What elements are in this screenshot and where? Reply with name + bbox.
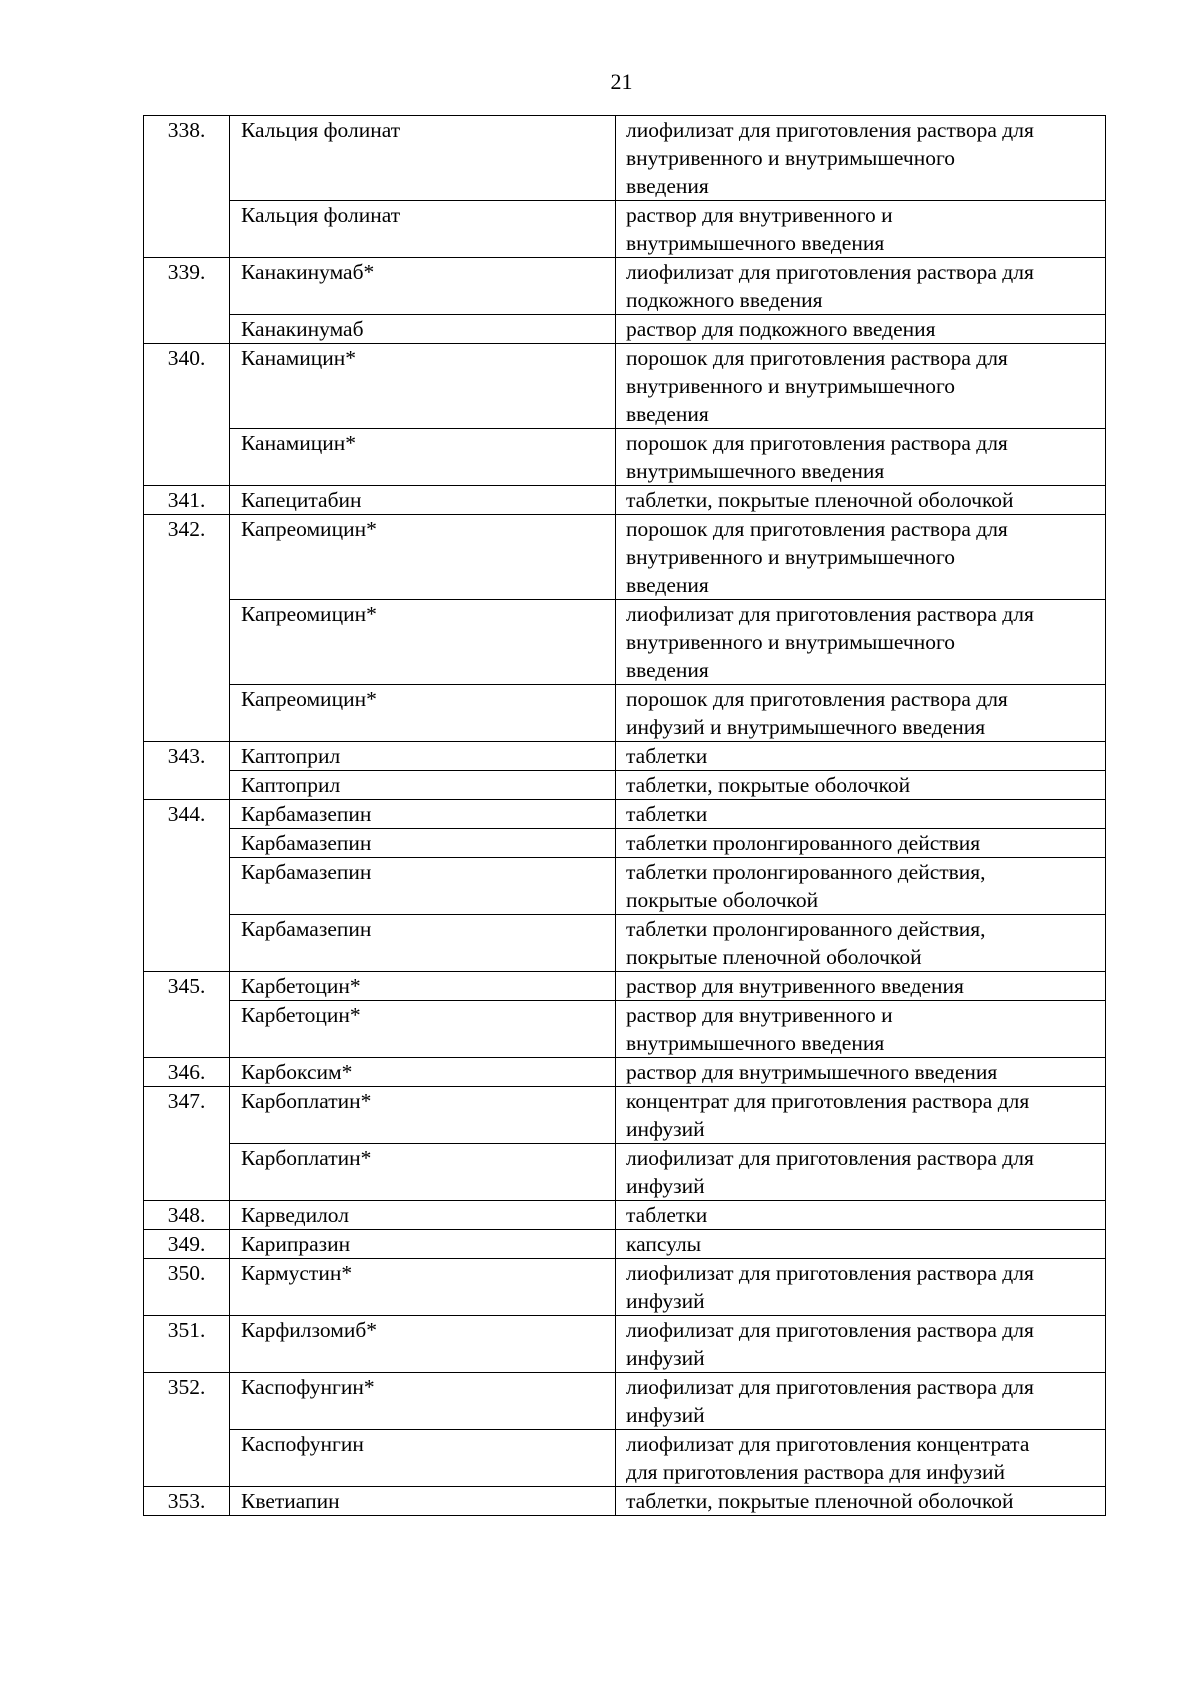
drug-name: Карбетоцин* <box>230 1001 616 1058</box>
table-row <box>144 1001 1106 1058</box>
drug-table <box>143 115 1106 1516</box>
dosage-form <box>616 915 1106 972</box>
dosage-form-line: лиофилизат для приготовления раствора для <box>626 1261 1034 1285</box>
dosage-form-line: раствор для подкожного введения <box>626 317 936 341</box>
table-row <box>144 1430 1106 1487</box>
drug-name: Карбамазепин <box>230 800 616 829</box>
dosage-form-line: раствор для внутривенного и <box>626 1003 893 1027</box>
table-row <box>144 1487 1106 1516</box>
dosage-form-line: лиофилизат для приготовления раствора для <box>626 1375 1034 1399</box>
dosage-form-line: раствор для внутримышечного введения <box>626 1060 998 1084</box>
dosage-form-line: введения <box>626 573 709 597</box>
drug-name: Капецитабин <box>230 486 616 515</box>
dosage-form-line: внутривенного и внутримышечного <box>626 630 955 654</box>
table-row <box>144 1058 1106 1087</box>
dosage-form-line: внутривенного и внутримышечного <box>626 545 955 569</box>
row-number: 343. <box>144 742 230 800</box>
dosage-form-line: таблетки пролонгированного действия <box>626 831 981 855</box>
dosage-form-line: лиофилизат для приготовления раствора для <box>626 260 1034 284</box>
drug-name: Капреомицин* <box>230 600 616 685</box>
dosage-form-line: внутримышечного введения <box>626 231 885 255</box>
dosage-form <box>616 1087 1106 1144</box>
drug-name: Карбоплатин* <box>230 1087 616 1144</box>
table-row <box>144 1316 1106 1373</box>
dosage-form-line: инфузий <box>626 1403 705 1427</box>
dosage-form <box>616 742 1106 771</box>
dosage-form <box>616 1430 1106 1487</box>
dosage-form <box>616 1144 1106 1201</box>
dosage-form <box>616 486 1106 515</box>
dosage-form <box>616 258 1106 315</box>
table-row <box>144 685 1106 742</box>
row-number: 340. <box>144 344 230 486</box>
table-row <box>144 201 1106 258</box>
dosage-form <box>616 972 1106 1001</box>
table-row <box>144 116 1106 201</box>
drug-name: Карипразин <box>230 1230 616 1259</box>
dosage-form-line: для приготовления раствора для инфузий <box>626 1460 1005 1484</box>
table-row <box>144 515 1106 600</box>
table-row <box>144 1201 1106 1230</box>
row-number: 353. <box>144 1487 230 1516</box>
dosage-form-line: порошок для приготовления раствора для <box>626 346 1008 370</box>
drug-name: Канамицин* <box>230 429 616 486</box>
drug-name: Карфилзомиб* <box>230 1316 616 1373</box>
table-row <box>144 600 1106 685</box>
drug-name: Карбоплатин* <box>230 1144 616 1201</box>
dosage-form-line: раствор для внутривенного и <box>626 203 893 227</box>
table-row <box>144 972 1106 1001</box>
table-row <box>144 344 1106 429</box>
dosage-form-line: инфузий и внутримышечного введения <box>626 715 986 739</box>
dosage-form <box>616 771 1106 800</box>
drug-name: Каспофунгин* <box>230 1373 616 1430</box>
dosage-form-line: таблетки, покрытые пленочной оболочкой <box>626 1489 1014 1513</box>
drug-name: Кальция фолинат <box>230 116 616 201</box>
table-row <box>144 1259 1106 1316</box>
dosage-form <box>616 685 1106 742</box>
row-number: 341. <box>144 486 230 515</box>
dosage-form-line: инфузий <box>626 1289 705 1313</box>
dosage-form <box>616 800 1106 829</box>
drug-name: Карбамазепин <box>230 829 616 858</box>
row-number: 350. <box>144 1259 230 1316</box>
drug-name: Канакинумаб* <box>230 258 616 315</box>
dosage-form-line: лиофилизат для приготовления раствора для <box>626 1318 1034 1342</box>
dosage-form-line: таблетки <box>626 1203 708 1227</box>
drug-name: Каптоприл <box>230 771 616 800</box>
dosage-form-line: лиофилизат для приготовления раствора для <box>626 602 1034 626</box>
dosage-form <box>616 1316 1106 1373</box>
drug-table-body <box>144 116 1106 1516</box>
dosage-form-line: таблетки, покрытые пленочной оболочкой <box>626 488 1014 512</box>
dosage-form-line: инфузий <box>626 1117 705 1141</box>
drug-name: Капреомицин* <box>230 685 616 742</box>
table-row <box>144 1087 1106 1144</box>
row-number: 352. <box>144 1373 230 1487</box>
row-number: 348. <box>144 1201 230 1230</box>
drug-name: Канамицин* <box>230 344 616 429</box>
row-number: 345. <box>144 972 230 1058</box>
drug-name: Карбамазепин <box>230 915 616 972</box>
table-row <box>144 742 1106 771</box>
row-number: 351. <box>144 1316 230 1373</box>
dosage-form-line: введения <box>626 174 709 198</box>
dosage-form-line: подкожного введения <box>626 288 823 312</box>
dosage-form-line: введения <box>626 402 709 426</box>
dosage-form <box>616 1230 1106 1259</box>
dosage-form-line: таблетки <box>626 802 708 826</box>
table-row <box>144 829 1106 858</box>
dosage-form <box>616 829 1106 858</box>
dosage-form-line: покрытые пленочной оболочкой <box>626 945 922 969</box>
dosage-form <box>616 1058 1106 1087</box>
dosage-form-line: инфузий <box>626 1346 705 1370</box>
drug-name: Кальция фолинат <box>230 201 616 258</box>
dosage-form-line: покрытые оболочкой <box>626 888 819 912</box>
drug-name: Каспофунгин <box>230 1430 616 1487</box>
table-row <box>144 915 1106 972</box>
table-row <box>144 800 1106 829</box>
dosage-form-line: внутривенного и внутримышечного <box>626 374 955 398</box>
dosage-form <box>616 116 1106 201</box>
dosage-form-line: лиофилизат для приготовления концентрата <box>626 1432 1030 1456</box>
table-row <box>144 858 1106 915</box>
dosage-form-line: порошок для приготовления раствора для <box>626 517 1008 541</box>
dosage-form-line: раствор для внутривенного введения <box>626 974 964 998</box>
dosage-form-line: инфузий <box>626 1174 705 1198</box>
dosage-form <box>616 1373 1106 1430</box>
dosage-form <box>616 1001 1106 1058</box>
dosage-form-line: лиофилизат для приготовления раствора для <box>626 1146 1034 1170</box>
drug-name: Карведилол <box>230 1201 616 1230</box>
dosage-form <box>616 858 1106 915</box>
dosage-form-line: таблетки пролонгированного действия, <box>626 917 986 941</box>
drug-name: Карбамазепин <box>230 858 616 915</box>
dosage-form-line: внутримышечного введения <box>626 1031 885 1055</box>
dosage-form <box>616 1259 1106 1316</box>
dosage-form <box>616 1201 1106 1230</box>
table-row <box>144 1144 1106 1201</box>
dosage-form <box>616 315 1106 344</box>
table-row <box>144 315 1106 344</box>
dosage-form-line: таблетки пролонгированного действия, <box>626 860 986 884</box>
row-number: 347. <box>144 1087 230 1201</box>
dosage-form-line: введения <box>626 658 709 682</box>
row-number: 342. <box>144 515 230 742</box>
table-row <box>144 1373 1106 1430</box>
row-number: 344. <box>144 800 230 972</box>
dosage-form-line: таблетки, покрытые оболочкой <box>626 773 911 797</box>
dosage-form <box>616 344 1106 429</box>
page-number: 21 <box>610 69 633 94</box>
drug-name: Каптоприл <box>230 742 616 771</box>
dosage-form <box>616 515 1106 600</box>
table-row <box>144 429 1106 486</box>
dosage-form <box>616 600 1106 685</box>
table-row <box>144 771 1106 800</box>
drug-name: Капреомицин* <box>230 515 616 600</box>
drug-name: Карбоксим* <box>230 1058 616 1087</box>
dosage-form <box>616 201 1106 258</box>
drug-name: Канакинумаб <box>230 315 616 344</box>
dosage-form <box>616 429 1106 486</box>
dosage-form-line: внутримышечного введения <box>626 459 885 483</box>
drug-name: Карбетоцин* <box>230 972 616 1001</box>
table-row <box>144 1230 1106 1259</box>
row-number: 349. <box>144 1230 230 1259</box>
dosage-form <box>616 1487 1106 1516</box>
dosage-form-line: концентрат для приготовления раствора для <box>626 1089 1030 1113</box>
dosage-form-line: порошок для приготовления раствора для <box>626 431 1008 455</box>
row-number: 346. <box>144 1058 230 1087</box>
dosage-form-line: лиофилизат для приготовления раствора для <box>626 118 1034 142</box>
dosage-form-line: внутривенного и внутримышечного <box>626 146 955 170</box>
dosage-form-line: таблетки <box>626 744 708 768</box>
table-row <box>144 258 1106 315</box>
dosage-form-line: капсулы <box>626 1232 702 1256</box>
drug-name: Кармустин* <box>230 1259 616 1316</box>
drug-name: Кветиапин <box>230 1487 616 1516</box>
row-number: 338. <box>144 116 230 258</box>
table-row <box>144 486 1106 515</box>
dosage-form-line: порошок для приготовления раствора для <box>626 687 1008 711</box>
row-number: 339. <box>144 258 230 344</box>
